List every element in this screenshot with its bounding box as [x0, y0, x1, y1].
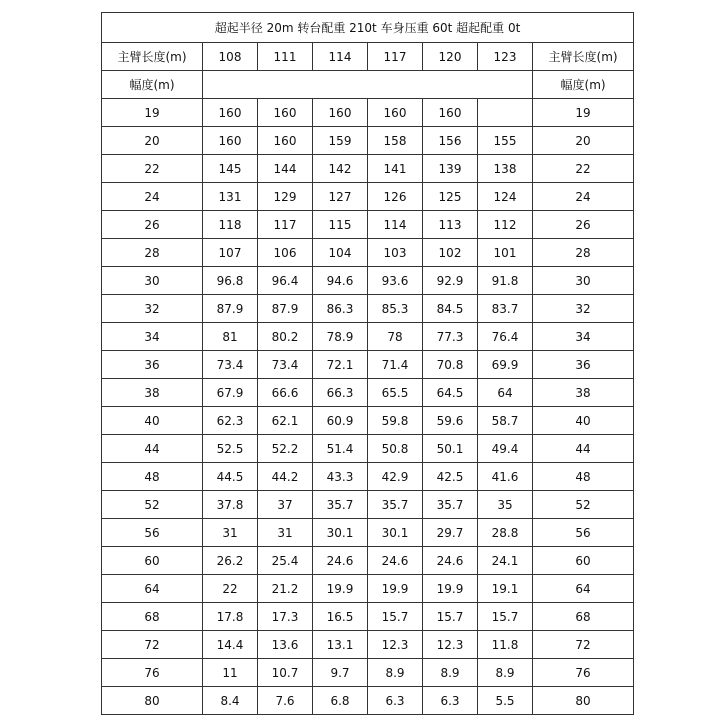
capacity-cell: 83.7: [478, 295, 533, 323]
capacity-cell: 6.3: [368, 687, 423, 715]
capacity-cell: 44.5: [203, 463, 258, 491]
capacity-cell: 102: [423, 239, 478, 267]
capacity-cell: 76.4: [478, 323, 533, 351]
boom-length-108: 108: [203, 43, 258, 71]
capacity-cell: 8.9: [478, 659, 533, 687]
capacity-cell: 30.1: [368, 519, 423, 547]
capacity-cell: 69.9: [478, 351, 533, 379]
capacity-cell: 66.6: [258, 379, 313, 407]
capacity-cell: 155: [478, 127, 533, 155]
capacity-cell: 11.8: [478, 631, 533, 659]
capacity-cell: 112: [478, 211, 533, 239]
radius-cell-left: 64: [102, 575, 203, 603]
radius-cell-left: 68: [102, 603, 203, 631]
capacity-cell: 17.3: [258, 603, 313, 631]
capacity-cell: 138: [478, 155, 533, 183]
capacity-cell: 31: [203, 519, 258, 547]
boom-length-114: 114: [313, 43, 368, 71]
radius-cell-right: 36: [533, 351, 634, 379]
load-chart-sheet: [101, 12, 627, 715]
radius-cell-left: 76: [102, 659, 203, 687]
capacity-cell: 60.9: [313, 407, 368, 435]
table-row: [102, 155, 634, 183]
capacity-cell: 142: [313, 155, 368, 183]
capacity-cell: 78: [368, 323, 423, 351]
radius-cell-left: 80: [102, 687, 203, 715]
capacity-cell: 25.4: [258, 547, 313, 575]
capacity-cell: 87.9: [258, 295, 313, 323]
capacity-cell: 22: [203, 575, 258, 603]
capacity-cell: 113: [423, 211, 478, 239]
radius-cell-right: 48: [533, 463, 634, 491]
capacity-cell: 50.1: [423, 435, 478, 463]
radius-label-right: 幅度(m): [533, 71, 634, 99]
capacity-cell: 139: [423, 155, 478, 183]
capacity-cell: 117: [258, 211, 313, 239]
radius-cell-right: 22: [533, 155, 634, 183]
capacity-cell: 16.5: [313, 603, 368, 631]
capacity-cell: 144: [258, 155, 313, 183]
capacity-cell: 85.3: [368, 295, 423, 323]
radius-cell-left: 40: [102, 407, 203, 435]
capacity-cell: 73.4: [203, 351, 258, 379]
radius-cell-right: 32: [533, 295, 634, 323]
radius-cell-left: 60: [102, 547, 203, 575]
radius-cell-left: 38: [102, 379, 203, 407]
capacity-cell: 77.3: [423, 323, 478, 351]
capacity-cell: 141: [368, 155, 423, 183]
radius-cell-right: 68: [533, 603, 634, 631]
radius-cell-left: 30: [102, 267, 203, 295]
table-row: [102, 183, 634, 211]
capacity-cell: 15.7: [423, 603, 478, 631]
table-row: [102, 519, 634, 547]
capacity-cell: 71.4: [368, 351, 423, 379]
capacity-cell: 43.3: [313, 463, 368, 491]
capacity-cell: 9.7: [313, 659, 368, 687]
radius-cell-left: 48: [102, 463, 203, 491]
radius-cell-left: 20: [102, 127, 203, 155]
capacity-cell: 35.7: [368, 491, 423, 519]
table-row: [102, 323, 634, 351]
capacity-cell: 51.4: [313, 435, 368, 463]
table-row: [102, 407, 634, 435]
capacity-cell: 64.5: [423, 379, 478, 407]
capacity-cell: 8.4: [203, 687, 258, 715]
capacity-cell: 42.5: [423, 463, 478, 491]
table-row: [102, 463, 634, 491]
radius-cell-right: 34: [533, 323, 634, 351]
capacity-cell: 107: [203, 239, 258, 267]
capacity-cell: 29.7: [423, 519, 478, 547]
radius-cell-right: 28: [533, 239, 634, 267]
capacity-cell: 81: [203, 323, 258, 351]
capacity-cell: 12.3: [423, 631, 478, 659]
table-row: [102, 379, 634, 407]
capacity-cell: 91.8: [478, 267, 533, 295]
capacity-cell: 101: [478, 239, 533, 267]
radius-cell-left: 32: [102, 295, 203, 323]
radius-cell-right: 76: [533, 659, 634, 687]
capacity-cell: 67.9: [203, 379, 258, 407]
capacity-cell: 24.6: [313, 547, 368, 575]
radius-cell-right: 72: [533, 631, 634, 659]
capacity-cell: 131: [203, 183, 258, 211]
capacity-cell: 115: [313, 211, 368, 239]
table-title: 超起半径 20m 转台配重 210t 车身压重 60t 超起配重 0t: [102, 13, 634, 43]
table-row: [102, 435, 634, 463]
capacity-cell: 24.1: [478, 547, 533, 575]
radius-cell-left: 34: [102, 323, 203, 351]
table-row: [102, 99, 634, 127]
capacity-cell: 7.6: [258, 687, 313, 715]
capacity-cell: 41.6: [478, 463, 533, 491]
capacity-cell: 35.7: [423, 491, 478, 519]
capacity-cell: 24.6: [423, 547, 478, 575]
radius-cell-left: 52: [102, 491, 203, 519]
capacity-cell: 6.3: [423, 687, 478, 715]
radius-cell-left: 36: [102, 351, 203, 379]
capacity-cell: [478, 99, 533, 127]
table-row: [102, 211, 634, 239]
radius-cell-left: 22: [102, 155, 203, 183]
radius-header-row: [102, 71, 634, 99]
capacity-cell: 96.4: [258, 267, 313, 295]
capacity-cell: 80.2: [258, 323, 313, 351]
capacity-cell: 44.2: [258, 463, 313, 491]
radius-cell-right: 44: [533, 435, 634, 463]
capacity-cell: 12.3: [368, 631, 423, 659]
capacity-cell: 31: [258, 519, 313, 547]
boom-length-120: 120: [423, 43, 478, 71]
capacity-cell: 6.8: [313, 687, 368, 715]
capacity-cell: 5.5: [478, 687, 533, 715]
capacity-cell: 158: [368, 127, 423, 155]
capacity-cell: 58.7: [478, 407, 533, 435]
capacity-cell: 19.1: [478, 575, 533, 603]
capacity-cell: 11: [203, 659, 258, 687]
radius-cell-right: 52: [533, 491, 634, 519]
boom-length-123: 123: [478, 43, 533, 71]
table-row: [102, 687, 634, 715]
capacity-cell: 125: [423, 183, 478, 211]
header-empty-band: [203, 71, 533, 99]
capacity-cell: 160: [258, 127, 313, 155]
capacity-cell: 118: [203, 211, 258, 239]
table-row: [102, 295, 634, 323]
radius-cell-right: 20: [533, 127, 634, 155]
capacity-cell: 37.8: [203, 491, 258, 519]
radius-cell-left: 28: [102, 239, 203, 267]
capacity-cell: 64: [478, 379, 533, 407]
capacity-cell: 114: [368, 211, 423, 239]
capacity-cell: 10.7: [258, 659, 313, 687]
capacity-cell: 62.1: [258, 407, 313, 435]
capacity-cell: 14.4: [203, 631, 258, 659]
capacity-cell: 19.9: [368, 575, 423, 603]
capacity-cell: 35: [478, 491, 533, 519]
radius-cell-left: 24: [102, 183, 203, 211]
capacity-cell: 49.4: [478, 435, 533, 463]
radius-cell-left: 19: [102, 99, 203, 127]
radius-cell-right: 19: [533, 99, 634, 127]
boom-length-117: 117: [368, 43, 423, 71]
capacity-cell: 84.5: [423, 295, 478, 323]
capacity-cell: 104: [313, 239, 368, 267]
capacity-cell: 26.2: [203, 547, 258, 575]
capacity-cell: 145: [203, 155, 258, 183]
table-row: [102, 631, 634, 659]
capacity-cell: 52.2: [258, 435, 313, 463]
radius-cell-left: 56: [102, 519, 203, 547]
capacity-cell: 59.6: [423, 407, 478, 435]
capacity-cell: 66.3: [313, 379, 368, 407]
radius-cell-right: 26: [533, 211, 634, 239]
capacity-cell: 13.6: [258, 631, 313, 659]
load-chart-table: [101, 12, 634, 715]
radius-cell-right: 30: [533, 267, 634, 295]
capacity-cell: 103: [368, 239, 423, 267]
radius-cell-right: 24: [533, 183, 634, 211]
capacity-cell: 92.9: [423, 267, 478, 295]
capacity-cell: 24.6: [368, 547, 423, 575]
capacity-cell: 156: [423, 127, 478, 155]
capacity-cell: 87.9: [203, 295, 258, 323]
table-row: [102, 351, 634, 379]
table-row: [102, 491, 634, 519]
boom-length-111: 111: [258, 43, 313, 71]
capacity-cell: 96.8: [203, 267, 258, 295]
boom-length-label-left: 主臂长度(m): [102, 43, 203, 71]
capacity-cell: 19.9: [313, 575, 368, 603]
capacity-cell: 13.1: [313, 631, 368, 659]
capacity-cell: 30.1: [313, 519, 368, 547]
table-row: [102, 547, 634, 575]
capacity-cell: 50.8: [368, 435, 423, 463]
capacity-cell: 86.3: [313, 295, 368, 323]
radius-label-left: 幅度(m): [102, 71, 203, 99]
radius-cell-right: 56: [533, 519, 634, 547]
capacity-cell: 160: [368, 99, 423, 127]
radius-cell-left: 44: [102, 435, 203, 463]
capacity-cell: 160: [423, 99, 478, 127]
capacity-cell: 160: [258, 99, 313, 127]
capacity-cell: 52.5: [203, 435, 258, 463]
boom-length-header-row: [102, 43, 634, 71]
capacity-cell: 59.8: [368, 407, 423, 435]
capacity-cell: 93.6: [368, 267, 423, 295]
capacity-cell: 78.9: [313, 323, 368, 351]
capacity-cell: 159: [313, 127, 368, 155]
capacity-cell: 124: [478, 183, 533, 211]
table-row: [102, 575, 634, 603]
capacity-cell: 126: [368, 183, 423, 211]
capacity-cell: 160: [203, 127, 258, 155]
capacity-cell: 94.6: [313, 267, 368, 295]
radius-cell-right: 40: [533, 407, 634, 435]
capacity-cell: 42.9: [368, 463, 423, 491]
table-row: [102, 239, 634, 267]
capacity-cell: 17.8: [203, 603, 258, 631]
capacity-cell: 72.1: [313, 351, 368, 379]
capacity-cell: 129: [258, 183, 313, 211]
capacity-cell: 160: [313, 99, 368, 127]
capacity-cell: 15.7: [478, 603, 533, 631]
table-row: [102, 659, 634, 687]
capacity-cell: 70.8: [423, 351, 478, 379]
radius-cell-right: 38: [533, 379, 634, 407]
capacity-cell: 127: [313, 183, 368, 211]
boom-length-label-right: 主臂长度(m): [533, 43, 634, 71]
capacity-cell: 160: [203, 99, 258, 127]
capacity-cell: 62.3: [203, 407, 258, 435]
radius-cell-right: 64: [533, 575, 634, 603]
table-row: [102, 603, 634, 631]
capacity-cell: 28.8: [478, 519, 533, 547]
radius-cell-left: 26: [102, 211, 203, 239]
capacity-cell: 65.5: [368, 379, 423, 407]
capacity-cell: 106: [258, 239, 313, 267]
radius-cell-right: 60: [533, 547, 634, 575]
capacity-cell: 8.9: [423, 659, 478, 687]
radius-cell-left: 72: [102, 631, 203, 659]
title-row: [102, 13, 634, 43]
capacity-cell: 73.4: [258, 351, 313, 379]
capacity-cell: 37: [258, 491, 313, 519]
capacity-cell: 15.7: [368, 603, 423, 631]
capacity-cell: 35.7: [313, 491, 368, 519]
capacity-cell: 21.2: [258, 575, 313, 603]
capacity-cell: 19.9: [423, 575, 478, 603]
table-row: [102, 127, 634, 155]
capacity-cell: 8.9: [368, 659, 423, 687]
table-row: [102, 267, 634, 295]
radius-cell-right: 80: [533, 687, 634, 715]
